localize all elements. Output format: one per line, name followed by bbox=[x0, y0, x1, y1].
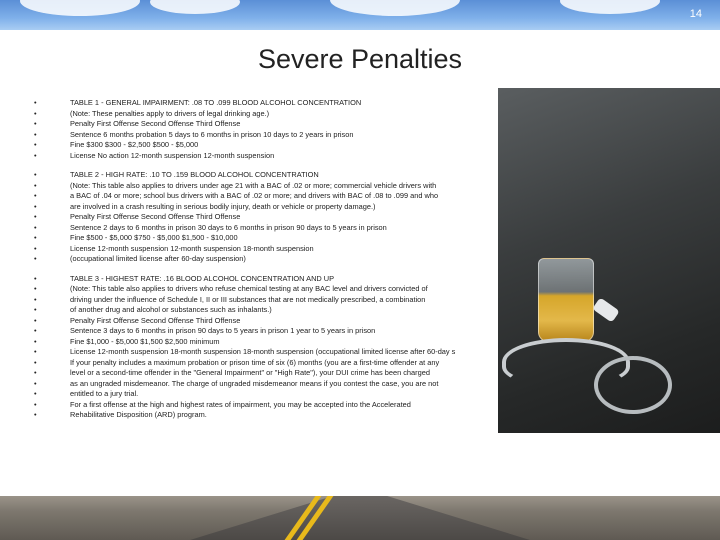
bullet-line: • Fine $500 - $5,000 $750 - $5,000 $1,500 - $10,000 bbox=[34, 233, 504, 244]
bullet-line: • License 12-month suspension 18-month suspension 18-month suspension (occupational limited license after 60-day s bbox=[34, 347, 504, 358]
bullet-line: • Fine $1,000 - $5,000 $1,500 $2,500 minimum bbox=[34, 337, 504, 348]
cloud-shape bbox=[150, 0, 240, 14]
table1-list bbox=[34, 98, 504, 161]
cloud-shape bbox=[20, 0, 140, 16]
bullet-line: • Penalty First Offense Second Offense Third Offense bbox=[34, 119, 504, 130]
bullet-line: • entitled to a jury trial. bbox=[34, 389, 504, 400]
bullet-line: • Fine $300 $300 - $2,500 $500 - $5,000 bbox=[34, 140, 504, 151]
penalty-content bbox=[34, 98, 504, 421]
table2-list bbox=[34, 170, 504, 265]
bullet-line: • (Note: This table also applies to drivers under age 21 with a BAC of .02 or more; commercial vehicle drivers with bbox=[34, 181, 504, 192]
bullet-line: • a BAC of .04 or more; school bus drivers with a BAC of .02 or more; and drivers with BAC of .08 to .099 and who bbox=[34, 191, 504, 202]
bullet-line: • TABLE 1 - GENERAL IMPAIRMENT: .08 TO .099 BLOOD ALCOHOL CONCENTRATION bbox=[34, 98, 504, 109]
bullet-line: • driving under the influence of Schedule I, II or III substances that are not medically prescribed, a combination bbox=[34, 295, 504, 306]
dui-photo bbox=[498, 88, 720, 433]
handcuffs-ring bbox=[594, 356, 672, 414]
car-keys bbox=[592, 297, 620, 322]
page-number: 14 bbox=[689, 8, 702, 20]
bullet-line: • License No action 12-month suspension 12-month suspension bbox=[34, 151, 504, 162]
bullet-line: • of another drug and alcohol or substances such as inhalants.) bbox=[34, 305, 504, 316]
bullet-line: • Penalty First Offense Second Offense Third Offense bbox=[34, 316, 504, 327]
cloud-shape bbox=[560, 0, 660, 14]
bullet-line: • Rehabilitative Disposition (ARD) program. bbox=[34, 410, 504, 421]
bullet-line: • License 12-month suspension 12-month suspension 18-month suspension bbox=[34, 244, 504, 255]
bullet-line: • (Note: These penalties apply to drivers of legal drinking age.) bbox=[34, 109, 504, 120]
bullet-line: • Sentence 3 days to 6 months in prison 90 days to 5 years in prison 1 year to 5 years in prison bbox=[34, 326, 504, 337]
table3-list bbox=[34, 274, 504, 421]
cloud-shape bbox=[330, 0, 460, 16]
bullet-line: • Penalty First Offense Second Offense Third Offense bbox=[34, 212, 504, 223]
bullet-line: • For a first offense at the high and highest rates of impairment, you may be accepted into the Accelerated bbox=[34, 400, 504, 411]
bullet-line: • level or a second-time offender in the "General Impairment" or "High Rate"), your DUI crime has been charged bbox=[34, 368, 504, 379]
road-banner bbox=[0, 496, 720, 540]
slide-title: Severe Penalties bbox=[257, 44, 463, 74]
bullet-line: • Sentence 2 days to 6 months in prison 30 days to 6 months in prison 90 days to 5 years in prison bbox=[34, 223, 504, 234]
whiskey-glass bbox=[538, 258, 594, 342]
bullet-line: • If your penalty includes a maximum probation or prison time of six (6) months (you are a first-time offender at any bbox=[34, 358, 504, 369]
bullet-line: • TABLE 2 - HIGH RATE: .10 TO .159 BLOOD ALCOHOL CONCENTRATION bbox=[34, 170, 504, 181]
bullet-line: • (Note: This table also applies to drivers who refuse chemical testing at any BAC level and drivers convicted of bbox=[34, 284, 504, 295]
bullet-line: • Sentence 6 months probation 5 days to 6 months in prison 10 days to 2 years in prison bbox=[34, 130, 504, 141]
bullet-line: • as an ungraded misdemeanor. The charge of ungraded misdemeanor means if you contest the case, you are not bbox=[34, 379, 504, 390]
road-asphalt bbox=[190, 496, 530, 540]
sky-banner bbox=[0, 0, 720, 30]
bullet-line: • are involved in a crash resulting in serious bodily injury, death or vehicle or property damage.) bbox=[34, 202, 504, 213]
bullet-line: • (occupational limited license after 60-day suspension) bbox=[34, 254, 504, 265]
bullet-line: • TABLE 3 - HIGHEST RATE: .16 BLOOD ALCOHOL CONCENTRATION AND UP bbox=[34, 274, 504, 285]
